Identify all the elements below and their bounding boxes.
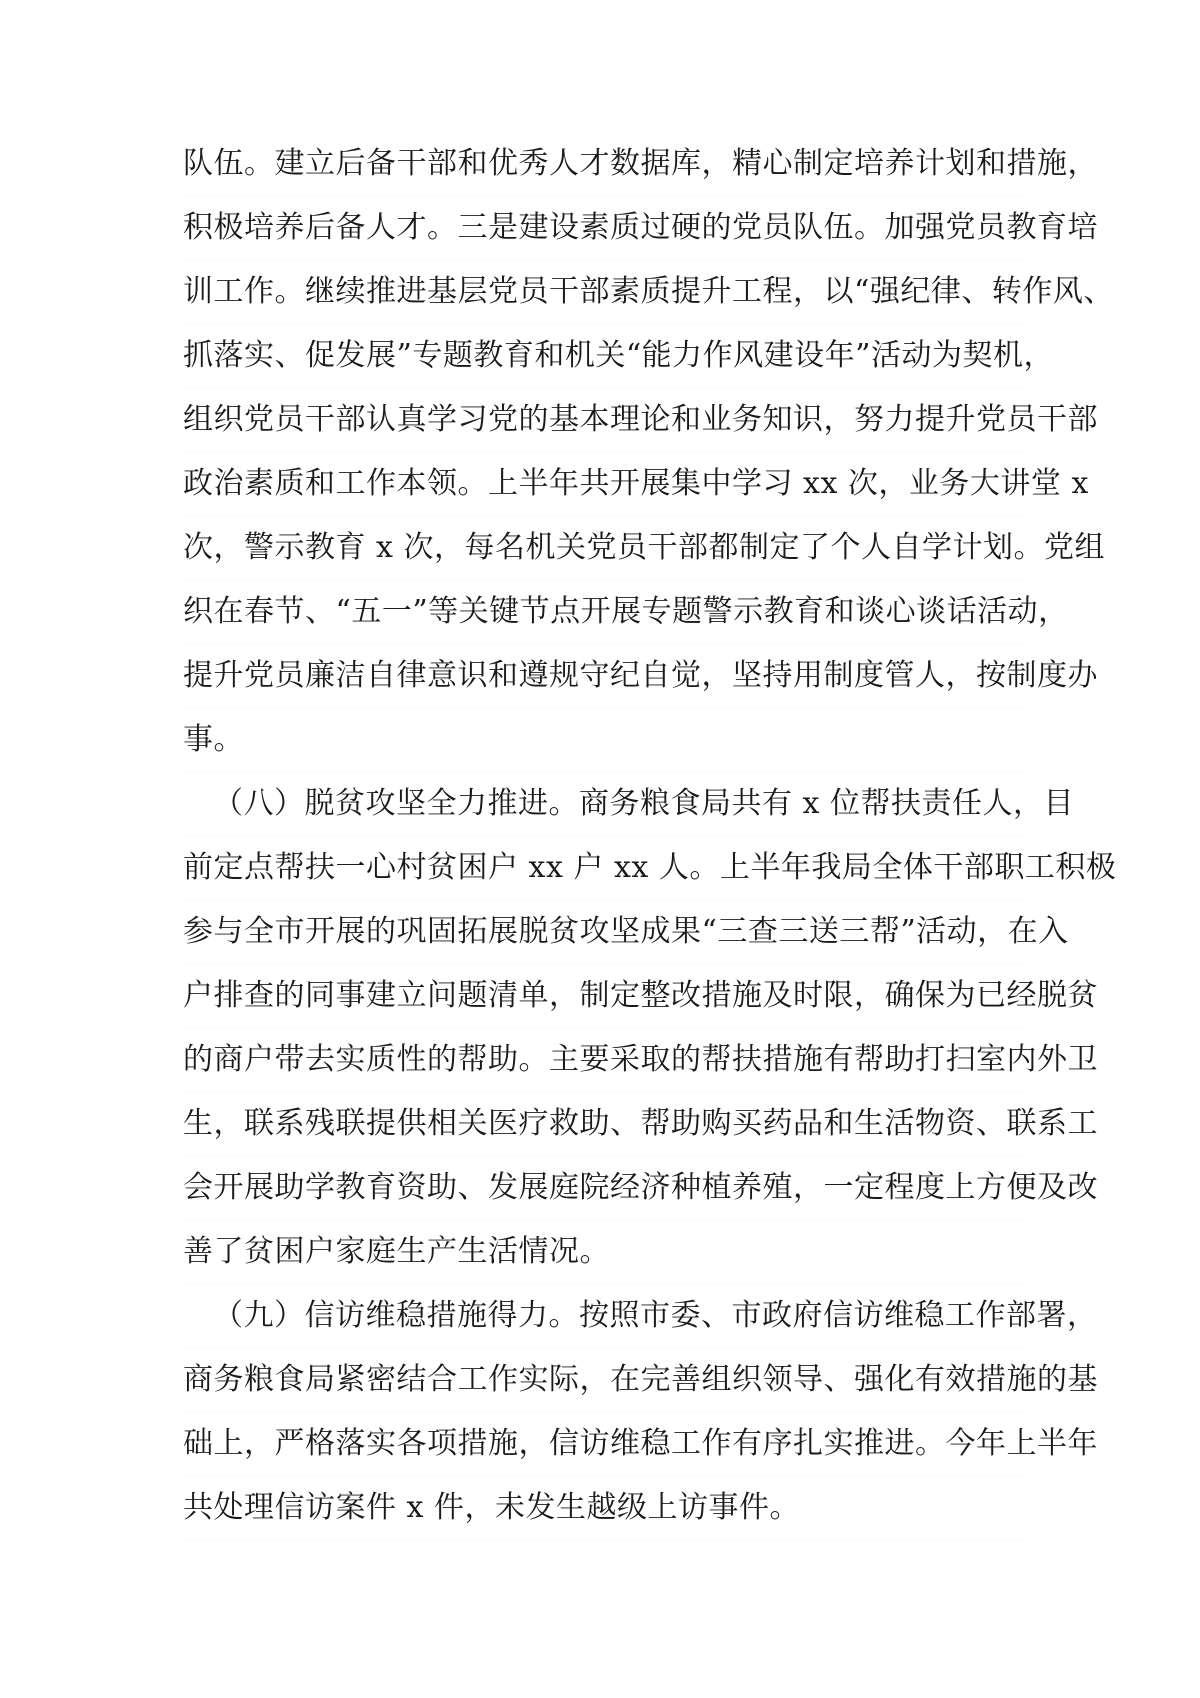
- paragraph-poverty-alleviation: [183, 772, 1117, 1284]
- text-line: 织在春节、“五一”等关键节点开展专题警示教育和谈心谈话活动，: [183, 580, 1025, 644]
- text-line: 积极培养后备人才。三是建设素质过硬的党员队伍。加强党员教育培: [183, 196, 1025, 260]
- text-line: 参与全市开展的巩固拓展脱贫攻坚成果“三查三送三帮”活动，在入: [183, 900, 1025, 964]
- text-line: 础上，严格落实各项措施，信访维稳工作有序扎实推进。今年上半年: [183, 1412, 1025, 1476]
- text-line: 政治素质和工作本领。上半年共开展集中学习 xx 次，业务大讲堂 x: [183, 452, 1025, 516]
- text-line: 共处理信访案件 x 件，未发生越级上访事件。: [183, 1476, 1025, 1540]
- text-line: 的商户带去实质性的帮助。主要采取的帮扶措施有帮助打扫室内外卫: [183, 1028, 1025, 1092]
- document-body: [183, 132, 1117, 1540]
- paragraph-petition-stability: [183, 1284, 1098, 1540]
- text-line: （九）信访维稳措施得力。按照市委、市政府信访维稳工作部署，: [183, 1284, 1025, 1348]
- text-line: 提升党员廉洁自律意识和遵规守纪自觉，坚持用制度管人，按制度办: [183, 644, 1025, 708]
- text-line: 善了贫困户家庭生产生活情况。: [183, 1220, 1025, 1284]
- text-line: 前定点帮扶一心村贫困户 xx 户 xx 人。上半年我局全体干部职工积极: [183, 836, 1025, 900]
- text-line: 队伍。建立后备干部和优秀人才数据库，精心制定培养计划和措施，: [183, 132, 1025, 196]
- text-line: 会开展助学教育资助、发展庭院经济种植养殖，一定程度上方便及改: [183, 1156, 1025, 1220]
- text-line: 组织党员干部认真学习党的基本理论和业务知识，努力提升党员干部: [183, 388, 1025, 452]
- text-line: 户排查的同事建立问题清单，制定整改措施及时限，确保为已经脱贫: [183, 964, 1025, 1028]
- text-line: 抓落实、促发展”专题教育和机关“能力作风建设年”活动为契机，: [183, 324, 1025, 388]
- text-line: 事。: [183, 708, 1025, 772]
- text-line: 商务粮食局紧密结合工作实际，在完善组织领导、强化有效措施的基: [183, 1348, 1025, 1412]
- text-line: 训工作。继续推进基层党员干部素质提升工程，以“强纪律、转作风、: [183, 260, 1025, 324]
- paragraph-party-team-building: [183, 132, 1114, 772]
- text-line: 次，警示教育 x 次，每名机关党员干部都制定了个人自学计划。党组: [183, 516, 1025, 580]
- text-line: （八）脱贫攻坚全力推进。商务粮食局共有 x 位帮扶责任人，目: [183, 772, 1025, 836]
- text-line: 生，联系残联提供相关医疗救助、帮助购买药品和生活物资、联系工: [183, 1092, 1025, 1156]
